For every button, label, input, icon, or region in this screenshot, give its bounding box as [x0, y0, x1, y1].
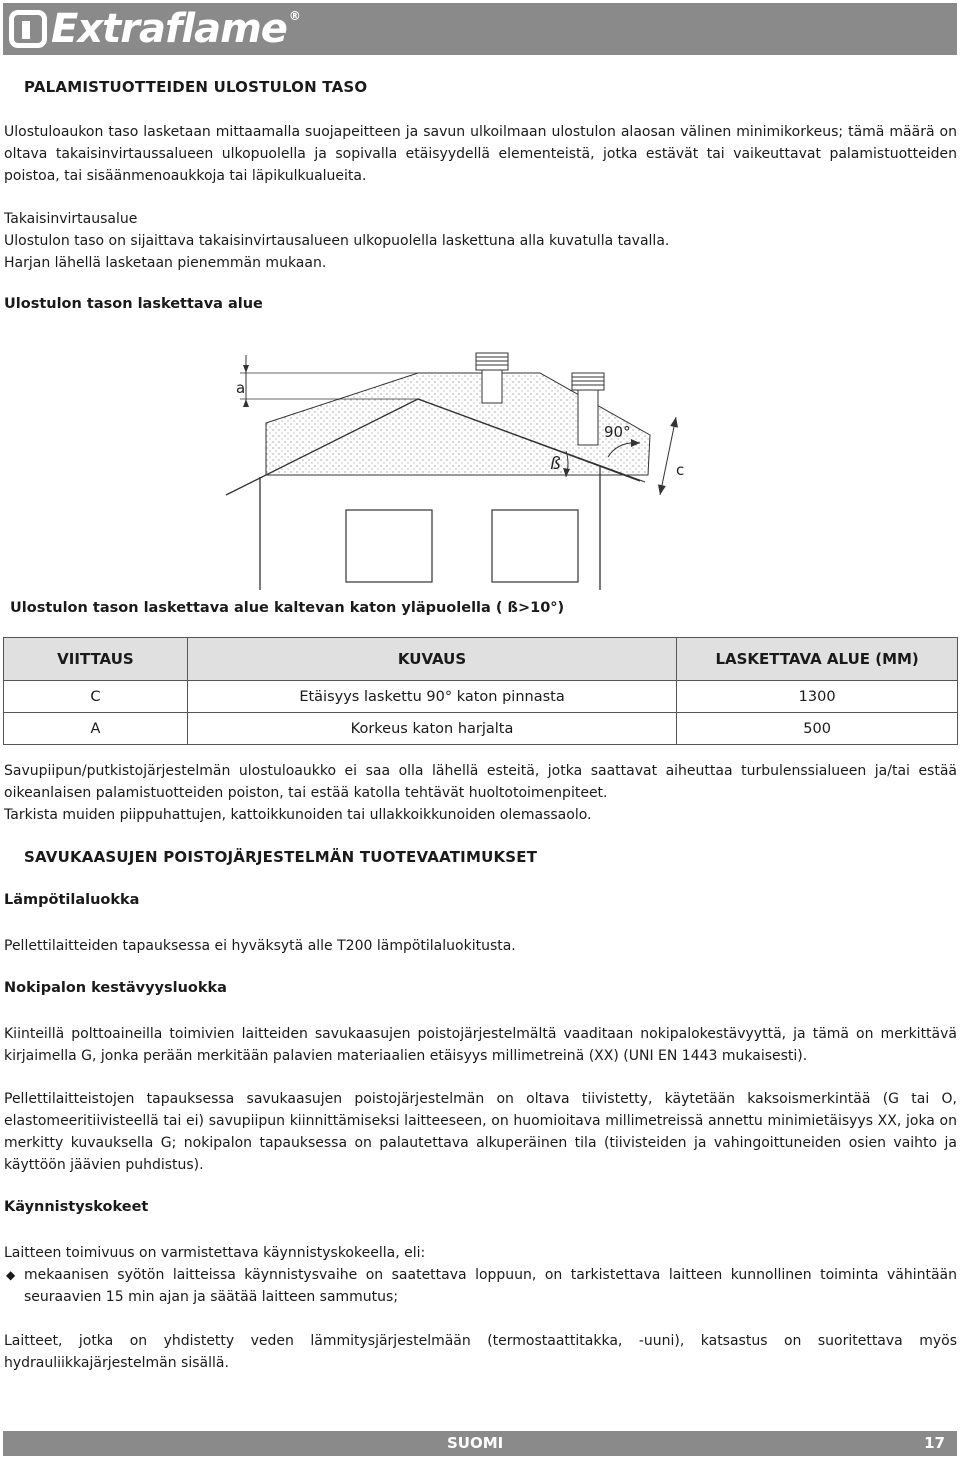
page-number: 17	[924, 1434, 945, 1452]
label-a: a	[236, 379, 246, 397]
diamond-bullet-icon: ◆	[6, 1268, 16, 1282]
section-title-requirements: SAVUKAASUJEN POISTOJÄRJESTELMÄN TUOTEVAATIMUKSET	[24, 848, 538, 866]
bullet-text: mekaanisen syötön laitteissa käynnistysvaihe on saatettava loppuun, on tarkistettava laitteen kunnollinen toiminta vähintään seuraavien 15 min ajan ja säätää laitteen sammutus;	[24, 1267, 957, 1305]
header-bar	[3, 3, 957, 55]
backflow-text-1: Ulostulon taso on sijaittava takaisinvirtausalueen ulkopuolella laskettuna alla kuvatulla tavalla.	[4, 233, 670, 249]
startup-heading: Käynnistyskokeet	[4, 1199, 149, 1215]
intro-paragraph: Ulostuloaukon taso lasketaan mittaamalla suojapeitteen ja savun ulkoilmaan ulostulon alaosan välinen minimikorkeus; tämä määrä on oltava takaisinvirtaussalueen ulkopuolella ja sopivalla etäisyydellä elementeistä, jotka estävät tai vaikeuttavat palamistuotteiden poistoa, tai sisäänmenoaukkoja tai läpikulkualueita.	[4, 124, 957, 184]
obstacle-paragraph: Savupiipun/putkistojärjestelmän ulostuloaukko ei saa olla lähellä esteitä, jotka saattavat aiheuttaa turbulenssialueen ja/tai estää oikeanlaisen palamistuotteiden poiston, tai estää katolla tehtävät huoltotoimenpiteet.	[4, 763, 957, 801]
soot-text-2: Pellettilaitteistojen tapauksessa savukaasujen poistojärjestelmän on oltava tiivistetty, käytetään kaksoismerkintää (G tai O, elastomeeritiivisteellä tai ei) savupiipun kiinnittämiseksi laitteeseen, on huomioitava millimetreissä annettu minimietäisyys XX, joka on merkitty kuvauksella G; nokipalon tapauksessa on palautettava alkuperäinen tila (tiivisteiden ja vahingoittuneiden osien vaihto ja käyttöön jäävien puhdistus).	[4, 1091, 957, 1173]
section-title-outlet-level: PALAMISTUOTTEIDEN ULOSTULON TASO	[24, 78, 368, 96]
registered-mark: ®	[288, 9, 300, 23]
table-cell: Etäisyys laskettu 90° katon pinnasta	[187, 681, 676, 713]
brand-name: Extraflame	[51, 6, 287, 52]
table-cell: 1300	[677, 681, 958, 713]
label-90: 90°	[604, 423, 631, 441]
temp-class-heading: Lämpötilaluokka	[4, 892, 140, 908]
window-left	[346, 510, 432, 582]
diagram-heading: Ulostulon tason laskettava alue	[4, 296, 263, 312]
closing-paragraph: Laitteet, jotka on yhdistetty veden lämmitysjärjestelmään (termostaattitakka, -uuni), katsastus on suoritettava myös hydrauliikkajärjestelmän sisällä.	[4, 1333, 957, 1371]
temp-class-text: Pellettilaitteiden tapauksessa ei hyväksytä alle T200 lämpötilaluokitusta.	[4, 938, 516, 954]
soot-text-1: Kiinteillä polttoaineilla toimivien laitteiden savukaasujen poistojärjestelmältä vaaditaan nokipalokestävyyttä, ja tämä on merkittävä kirjaimella G, jonka perään merkitään palavien materiaalien etäisyys millimetreinä (XX) (UNI EN 1443 mukaisesti).	[4, 1026, 957, 1064]
table-header-row	[4, 638, 958, 681]
window-right	[492, 510, 578, 582]
soot-class-heading: Nokipalon kestävyysluokka	[4, 980, 227, 996]
table-cell: A	[4, 713, 188, 745]
footer-language: SUOMI	[447, 1434, 504, 1452]
footer-bar	[3, 1431, 957, 1456]
label-c: c	[676, 461, 685, 479]
table-header: KUVAUS	[187, 638, 676, 681]
table-header: LASKETTAVA ALUE (MM)	[677, 638, 958, 681]
table-cell: C	[4, 681, 188, 713]
backflow-text-2: Harjan lähellä lasketaan pienemmän mukaan.	[4, 255, 327, 271]
brand-logo	[9, 5, 300, 53]
diagram-caption: Ulostulon tason laskettava alue kaltevan katon yläpuolella ( ß>10°)	[10, 600, 565, 616]
table-cell: Korkeus katon harjalta	[187, 713, 676, 745]
check-paragraph: Tarkista muiden piippuhattujen, kattoikkunoiden tai ullakkoikkunoiden olemassaolo.	[4, 807, 592, 823]
brand-logo-mark	[9, 10, 47, 48]
table-header: VIITTAUS	[4, 638, 188, 681]
label-beta: ß	[550, 454, 561, 474]
table-cell: 500	[677, 713, 958, 745]
startup-intro: Laitteen toimivuus on varmistettava käynnistyskokeella, eli:	[4, 1245, 426, 1261]
backflow-label: Takaisinvirtausalue	[4, 211, 138, 227]
roof-diagram	[200, 345, 720, 590]
table-row	[4, 713, 958, 745]
list-item	[6, 1264, 957, 1308]
reference-table	[3, 637, 958, 745]
table-row	[4, 681, 958, 713]
